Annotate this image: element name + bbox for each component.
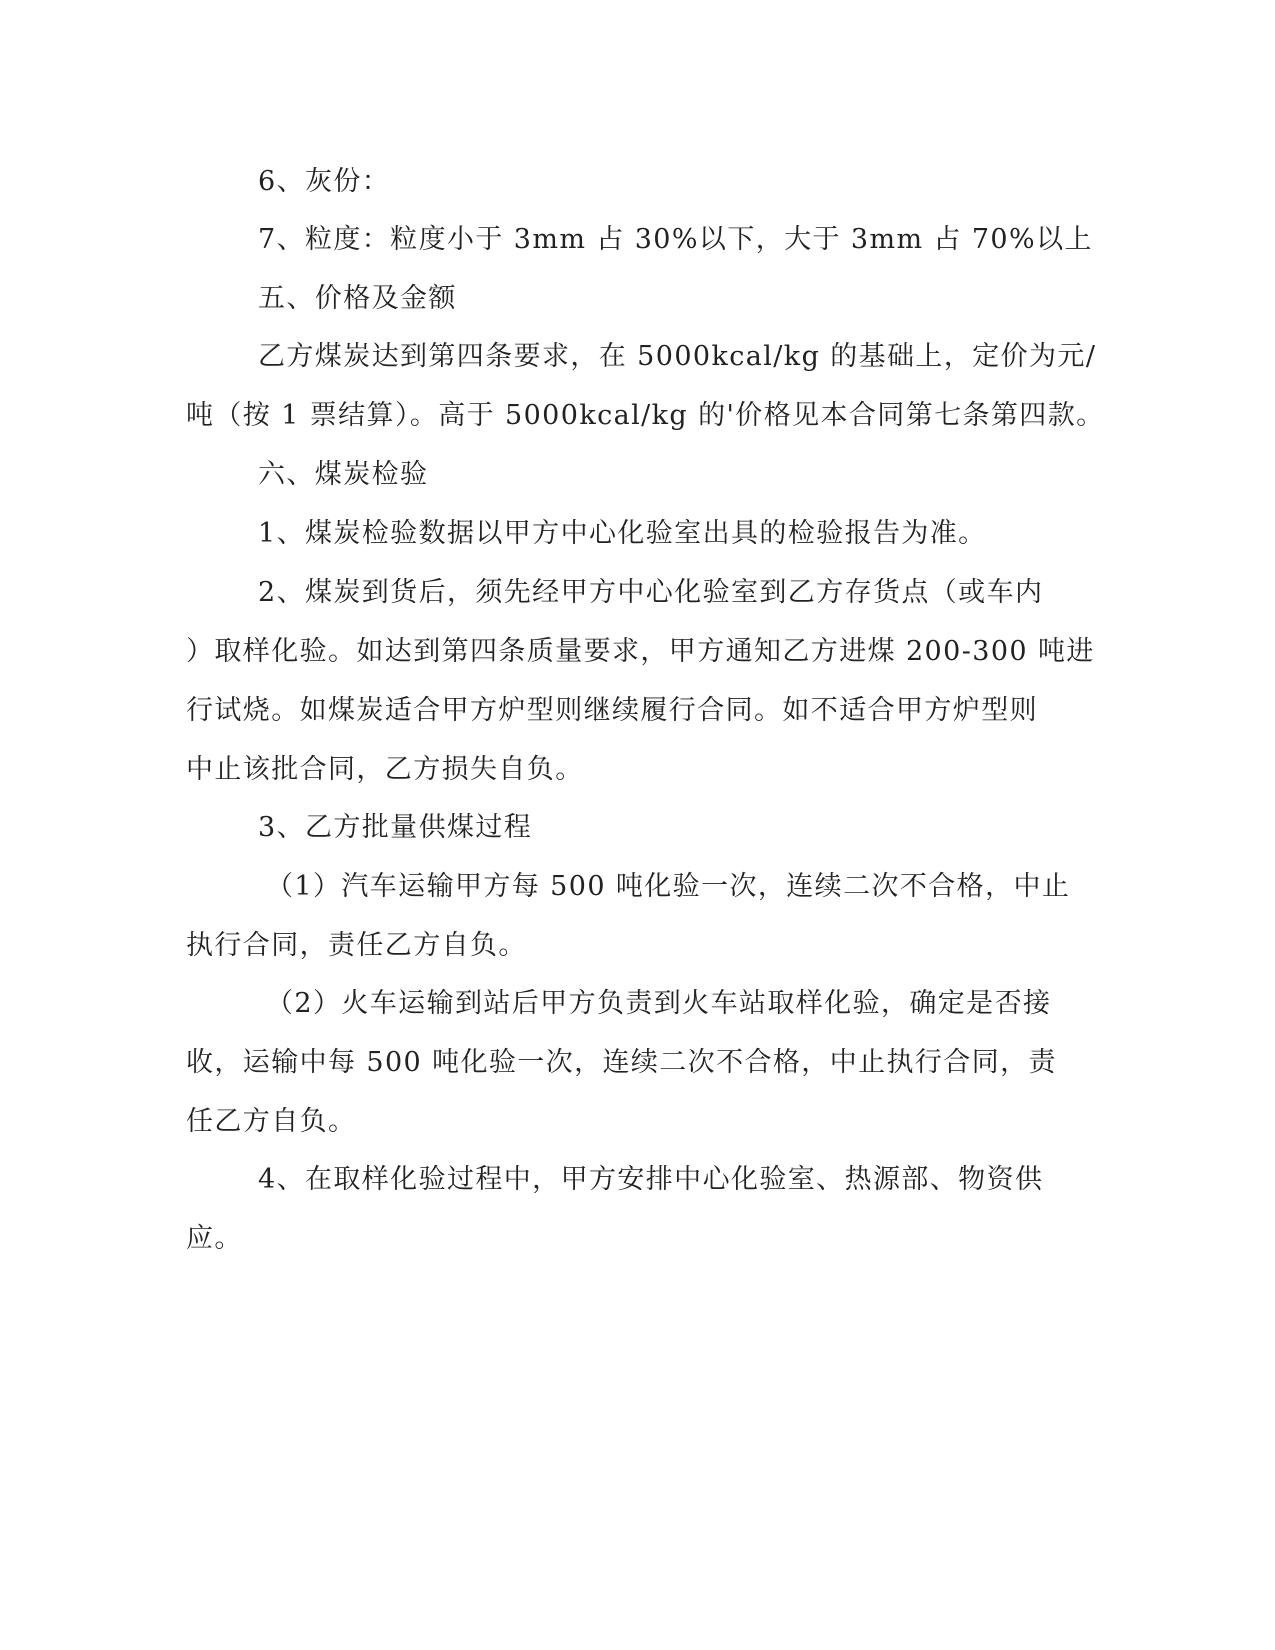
sub-item-1-line-2: 执行合同，责任乙方自负。 <box>186 930 527 961</box>
sub-item-2-line-1: （2）火车运输到站后甲方负责到火车站取样化验，确定是否接 <box>266 988 1052 1019</box>
inspection-item-2-line-1: 2、煤炭到货后，须先经甲方中心化验室到乙方存货点（或车内 <box>258 577 1044 608</box>
price-paragraph-line-1: 乙方煤炭达到第四条要求，在 5000kcal/kg 的基础上，定价为元/ <box>258 341 1097 372</box>
inspection-item-1: 1、煤炭检验数据以甲方中心化验室出具的检验报告为准。 <box>258 518 987 549</box>
inspection-item-2-line-2: ）取样化验。如达到第四条质量要求，甲方通知乙方进煤 200-300 吨进 <box>186 636 1095 667</box>
section-6-heading: 六、煤炭检验 <box>258 459 429 490</box>
inspection-item-4-line-2: 应。 <box>186 1223 243 1254</box>
sub-item-2-line-2: 收，运输中每 500 吨化验一次，连续二次不合格，中止执行合同，责 <box>186 1047 1057 1078</box>
item-7-granularity: 7、粒度：粒度小于 3mm 占 30%以下，大于 3mm 占 70%以上 <box>258 224 1093 255</box>
price-paragraph-line-2: 吨（按 1 票结算）。高于 5000kcal/kg 的'价格见本合同第七条第四款。 <box>186 400 1105 431</box>
sub-item-1-line-1: （1）汽车运输甲方每 500 吨化验一次，连续二次不合格，中止 <box>266 871 1071 902</box>
inspection-item-2-line-3: 行试烧。如煤炭适合甲方炉型则继续履行合同。如不适合甲方炉型则 <box>186 695 1038 726</box>
sub-item-2-line-3: 任乙方自负。 <box>186 1106 357 1137</box>
section-5-heading: 五、价格及金额 <box>258 283 457 314</box>
inspection-item-3-heading: 3、乙方批量供煤过程 <box>258 812 533 843</box>
inspection-item-4-line-1: 4、在取样化验过程中，甲方安排中心化验室、热源部、物资供 <box>258 1164 1044 1195</box>
inspection-item-2-line-4: 中止该批合同，乙方损失自负。 <box>186 754 584 785</box>
item-6-ash: 6、灰份： <box>258 166 391 197</box>
